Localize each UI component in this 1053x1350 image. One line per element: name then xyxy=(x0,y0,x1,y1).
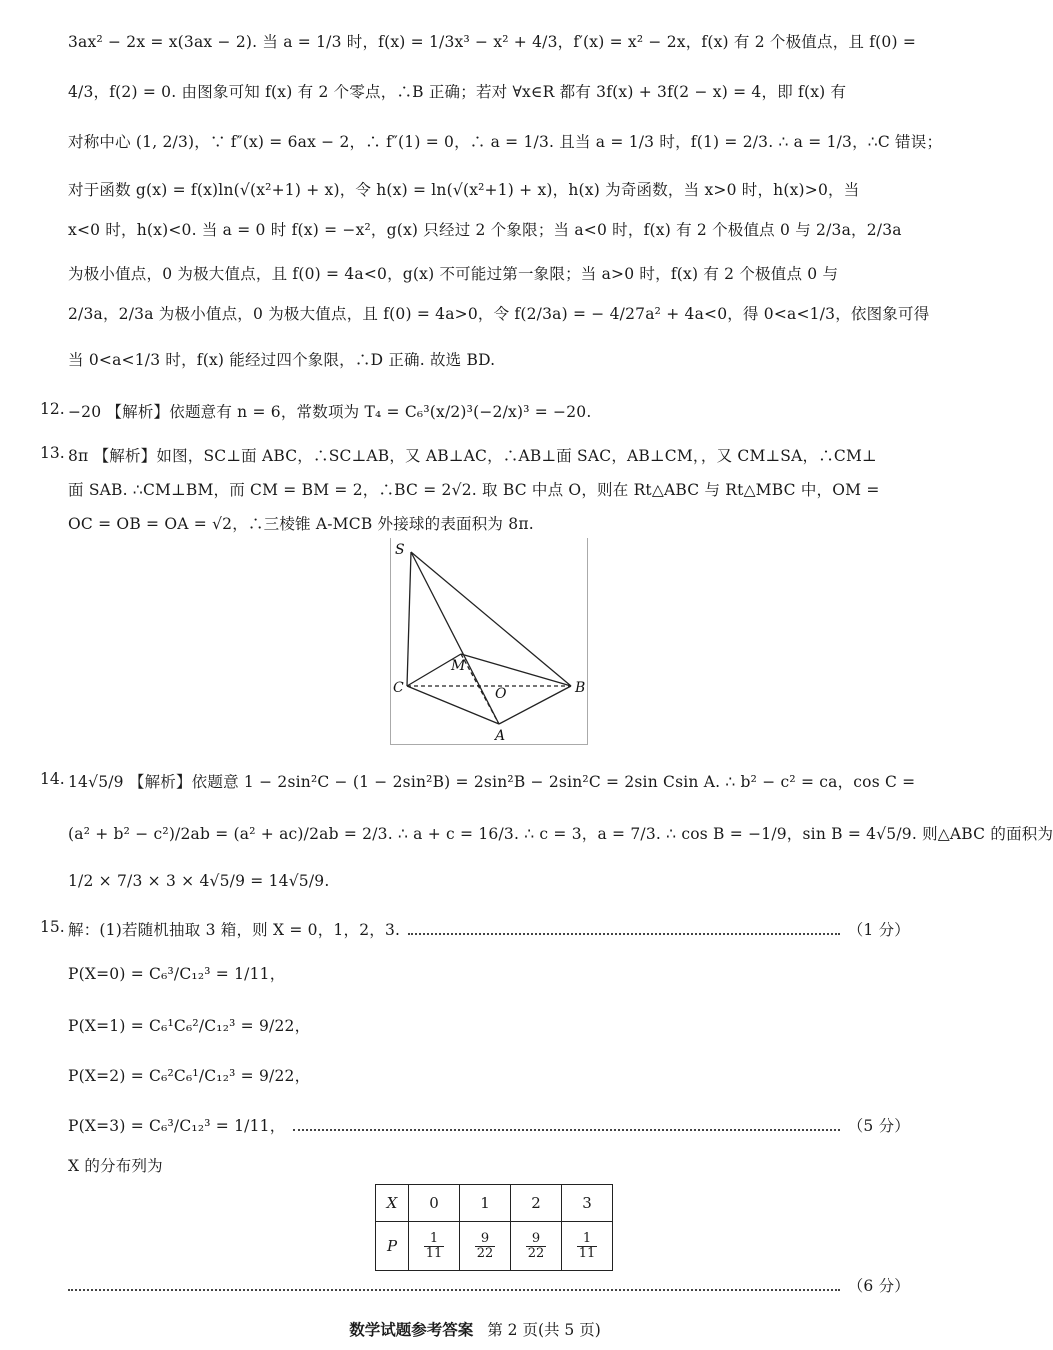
leader-dots xyxy=(408,932,840,935)
p3-den: 11 xyxy=(578,1245,596,1261)
q13-line-2: 面 SAB. ∴CM⊥BM，而 CM = BM = 2，∴BC = 2√2. 取 BC 中点 O，则在 Rt△ABC 与 Rt△MBC 中，OM = xyxy=(68,481,880,499)
prob-x3: P(X=3) = C₆³/C₁₂³ = 1/11， xyxy=(68,1117,286,1135)
prob-x1: P(X=1) = C₆¹C₆²/C₁₂³ = 9/22， xyxy=(68,1017,311,1035)
edge-SB xyxy=(411,552,571,686)
table-row xyxy=(376,1185,613,1222)
solution-line-3: 对称中心 (1, 2/3)，∵ f″(x) = 6ax − 2，∴ f″(1) = 0，∴ a = 1/3. 且当 a = 1/3 时，f(1) = 2/3. ∴ a = 1/3，∴C 错误； xyxy=(68,133,943,151)
table-p-2 xyxy=(511,1222,562,1271)
p2-num: 9 xyxy=(526,1232,547,1247)
pyramid-diagram xyxy=(391,538,587,744)
label-O: O xyxy=(495,686,507,702)
q14-number: 14. xyxy=(40,770,65,788)
solution-line-4: 对于函数 g(x) = f(x)ln(√(x²+1) + x)，令 h(x) = ln(√(x²+1) + x)，h(x) 为奇函数，当 x>0 时，h(x)>0，当 xyxy=(68,181,860,199)
table-x-2: 2 xyxy=(511,1185,562,1222)
p0-den: 11 xyxy=(425,1245,443,1261)
q12-text: −20 【解析】依题意有 n = 6，常数项为 T₄ = C₆³(x/2)³(−2/x)³ = −20. xyxy=(68,403,592,421)
prob-x2: P(X=2) = C₆²C₆¹/C₁₂³ = 9/22， xyxy=(68,1067,311,1085)
table-x-0: 0 xyxy=(409,1185,460,1222)
solution-line-5: x<0 时，h(x)<0. 当 a = 0 时 f(x) = −x²，g(x) 只经过 2 个象限；当 a<0 时，f(x) 有 2 个极值点 0 与 2/3a，2/3a xyxy=(68,221,902,239)
label-S: S xyxy=(395,542,405,558)
solution-line-8: 当 0<a<1/3 时，f(x) 能经过四个象限，∴D 正确. 故选 BD. xyxy=(68,351,496,369)
solution-line-7: 2/3a，2/3a 为极小值点，0 为极大值点，且 f(0) = 4a>0，令 f(2/3a) = − 4/27a² + 4a<0，得 0<a<1/3，依图象可得 xyxy=(68,305,930,323)
q15-head: 解：(1)若随机抽取 3 箱，则 X = 0，1，2，3. xyxy=(68,921,401,939)
table-x-1: 1 xyxy=(460,1185,511,1222)
footer-page: 第 2 页(共 5 页) xyxy=(487,1321,601,1339)
solution-line-1: 3ax² − 2x = x(3ax − 2). 当 a = 1/3 时，f(x) = 1/3x³ − x² + 4/3，f′(x) = x² − 2x，f(x) 有 2 个极值点，且 f(0) = xyxy=(68,33,917,51)
edge-SA xyxy=(411,552,499,724)
edge-CA xyxy=(407,686,499,724)
leader-dots xyxy=(68,1288,840,1291)
q12-number: 12. xyxy=(40,400,65,418)
score-1: （1 分） xyxy=(847,921,910,939)
q13-number: 13. xyxy=(40,444,65,462)
table-p-head: P xyxy=(376,1222,409,1271)
edge-SC xyxy=(407,552,411,686)
p3-num: 1 xyxy=(577,1232,598,1247)
pyramid-figure xyxy=(390,538,588,745)
prob-x0: P(X=0) = C₆³/C₁₂³ = 1/11， xyxy=(68,965,286,983)
p0-num: 1 xyxy=(424,1232,445,1247)
label-C: C xyxy=(393,680,404,696)
table-p-1 xyxy=(460,1222,511,1271)
p1-num: 9 xyxy=(475,1232,496,1247)
label-B: B xyxy=(575,680,586,696)
label-M: M xyxy=(451,658,466,674)
edge-AB xyxy=(499,686,571,724)
table-p-0 xyxy=(409,1222,460,1271)
q14-line-1: 14√5/9 【解析】依题意 1 − 2sin²C − (1 − 2sin²B) = 2sin²B − 2sin²C = 2sin Csin A. ∴ b² − c² = ca，cos C = xyxy=(68,773,916,791)
table-row xyxy=(376,1222,613,1271)
p1-den: 22 xyxy=(476,1245,494,1261)
q14-line-2: (a² + b² − c²)/2ab = (a² + ac)/2ab = 2/3. ∴ a + c = 16/3. ∴ c = 3，a = 7/3. ∴ cos B = −1/9，sin B = 4√5/9. 则△ABC 的面积为 xyxy=(68,825,1053,843)
q15-head-row xyxy=(68,918,910,940)
q13-line-3: OC = OB = OA = √2，∴三棱锥 A-MCB 外接球的表面积为 8π. xyxy=(68,515,534,533)
prob-x3-row xyxy=(68,1114,910,1136)
q15-number: 15. xyxy=(40,918,65,936)
solution-line-2: 4/3，f(2) = 0. 由图象可知 f(x) 有 2 个零点，∴B 正确；若对 ∀x∈R 都有 3f(x) + 3f(2 − x) = 4，即 f(x) 有 xyxy=(68,83,847,101)
distribution-table xyxy=(375,1184,613,1271)
table-p-3 xyxy=(562,1222,613,1271)
score-5: （5 分） xyxy=(847,1117,910,1135)
q13-line-1: 8π 【解析】如图，SC⊥面 ABC，∴SC⊥AB，又 AB⊥AC，∴AB⊥面 SAC，AB⊥CM，，又 CM⊥SA，∴CM⊥ xyxy=(68,447,877,465)
p2-den: 22 xyxy=(527,1245,545,1261)
leader-dots xyxy=(293,1128,839,1131)
score-6-row xyxy=(68,1274,910,1296)
distribution-title: X 的分布列为 xyxy=(68,1157,163,1175)
page-footer xyxy=(0,1318,950,1340)
label-A: A xyxy=(495,728,506,744)
solution-line-6: 为极小值点，0 为极大值点，且 f(0) = 4a<0，g(x) 不可能过第一象限；当 a>0 时，f(x) 有 2 个极值点 0 与 xyxy=(68,265,839,283)
table-x-3: 3 xyxy=(562,1185,613,1222)
score-6: （6 分） xyxy=(847,1277,910,1295)
footer-title: 数学试题参考答案 xyxy=(349,1320,474,1339)
q14-line-3: 1/2 × 7/3 × 3 × 4√5/9 = 14√5/9. xyxy=(68,872,330,890)
table-x-head: X xyxy=(376,1185,409,1222)
